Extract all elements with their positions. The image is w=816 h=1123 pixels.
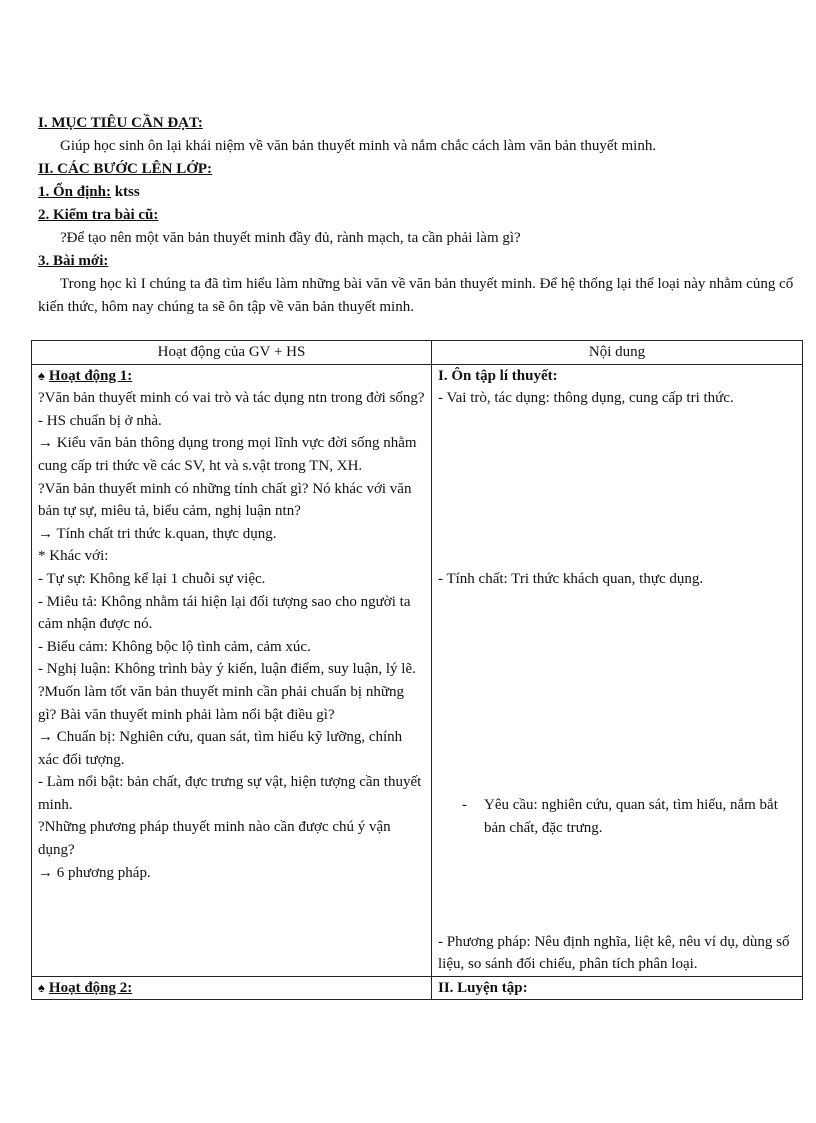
requirement-dash: - <box>462 797 467 814</box>
content1-cell <box>432 364 803 976</box>
left-line: - Làm nổi bật: bản chất, đực trưng sự vật, hiện tượng cần thuyết minh. <box>38 774 422 813</box>
right-section1-heading <box>438 365 796 388</box>
activity2-cell <box>32 976 432 1000</box>
section1-title: I. MỤC TIÊU CẦN ĐẠT: <box>38 115 203 131</box>
step2-label: 2. Kiểm tra bài cũ: <box>38 207 159 223</box>
activity1-heading <box>38 365 425 388</box>
right-nature: - Tính chất: Tri thức khách quan, thực dụng. <box>438 570 704 587</box>
left-line: → Kiểu văn bản thông dụng trong mọi lĩnh vực đời sống nhằm cung cấp tri thức về các SV, ht và s.vật trong TN, XH. <box>38 435 417 474</box>
step3-label: 3. Bài mới: <box>38 253 109 269</box>
section1-title-line <box>38 112 802 135</box>
section1-text: Giúp học sinh ôn lại khái niệm về văn bản thuyết minh và nắm chắc cách làm văn bản thuyết minh. <box>60 138 657 154</box>
table-header-row <box>32 341 803 365</box>
left-line: - Tự sự: Không kể lại 1 chuỗi sự việc. <box>38 570 266 587</box>
table-row <box>32 364 803 976</box>
left-line: - Nghị luận: Không trình bày ý kiến, luận điểm, suy luận, lý lẽ. <box>38 661 416 678</box>
spacer <box>438 840 796 931</box>
step1-value: ktss <box>114 184 140 200</box>
activity1-title: Hoạt động 1: <box>48 367 133 384</box>
step3-line <box>38 250 802 273</box>
spacer <box>438 590 796 794</box>
left-line: ?Văn bản thuyết minh có vai trò và tác dụng ntn trong đời sống? <box>38 390 425 407</box>
requirement-text: Yêu cầu: nghiên cứu, quan sát, tìm hiểu, nắm bắt bản chất, đặc trưng. <box>484 797 778 836</box>
header-content: Nội dung <box>432 341 803 365</box>
header-activity: Hoạt động của GV + HS <box>32 341 432 365</box>
right-title: I. Ôn tập lí thuyết: <box>438 367 558 384</box>
right-requirement <box>438 794 796 839</box>
right-section2-title: II. Luyện tập: <box>438 979 528 996</box>
activity2-title: Hoạt động 2: <box>48 979 133 996</box>
left-line: ?Văn bản thuyết minh có những tính chất gì? Nó khác với văn bản tự sự, miêu tả, biểu cảm, nghị luận ntn? <box>38 480 412 520</box>
right-method: - Phương pháp: Nêu định nghĩa, liệt kê, nêu ví dụ, dùng số liệu, so sánh đối chiếu, phân tích phân loại. <box>438 933 790 973</box>
step2-line <box>38 204 802 227</box>
right-role: - Vai trò, tác dụng: thông dụng, cung cấp tri thức. <box>438 390 734 407</box>
left-line: → 6 phương pháp. <box>38 864 151 881</box>
document-header <box>38 112 802 319</box>
spade-icon: ♠ <box>38 367 45 383</box>
spade-icon: ♠ <box>38 979 45 995</box>
section2-title-line <box>38 158 802 181</box>
left-line: - Miêu tả: Không nhằm tái hiện lại đối tượng sao cho người ta cảm nhận được nó. <box>38 593 411 633</box>
left-line: → Chuẩn bị: Nghiên cứu, quan sát, tìm hiểu kỹ lưỡng, chính xác đối tượng. <box>38 729 403 768</box>
left-line: * Khác với: <box>38 548 109 565</box>
step2-question: ?Để tạo nên một văn bản thuyết minh đầy đủ, rành mạch, ta cần phải làm gì? <box>60 230 521 246</box>
left-line: → Tính chất tri thức k.quan, thực dụng. <box>38 525 277 542</box>
step3-text: Trong học kì I chúng ta đã tìm hiểu làm những bài văn về văn bản thuyết minh. Để hệ thống lại thể loại này nhằm củng cố kiến thức, hôm nay chúng ta sẽ ôn tập về văn bản thuyết minh. <box>38 276 794 315</box>
table-row <box>32 976 803 1000</box>
left-line: - HS chuẩn bị ở nhà. <box>38 412 162 429</box>
activity1-cell <box>32 364 432 976</box>
lesson-table <box>31 340 803 1000</box>
step1-label: 1. Ổn định: <box>38 184 111 200</box>
left-line: ?Muốn làm tốt văn bản thuyết minh cần phải chuẩn bị những gì? Bài văn thuyết minh phải làm nổi bật điều gì? <box>38 683 404 723</box>
step1-line <box>38 181 802 204</box>
left-line: ?Những phương pháp thuyết minh nào cần được chú ý vận dụng? <box>38 819 391 859</box>
section2-title: II. CÁC BƯỚC LÊN LỚP: <box>38 161 213 177</box>
left-line: - Biểu cảm: Không bộc lộ tình cảm, cảm xúc. <box>38 638 311 655</box>
spacer <box>438 410 796 568</box>
content2-cell <box>432 976 803 1000</box>
